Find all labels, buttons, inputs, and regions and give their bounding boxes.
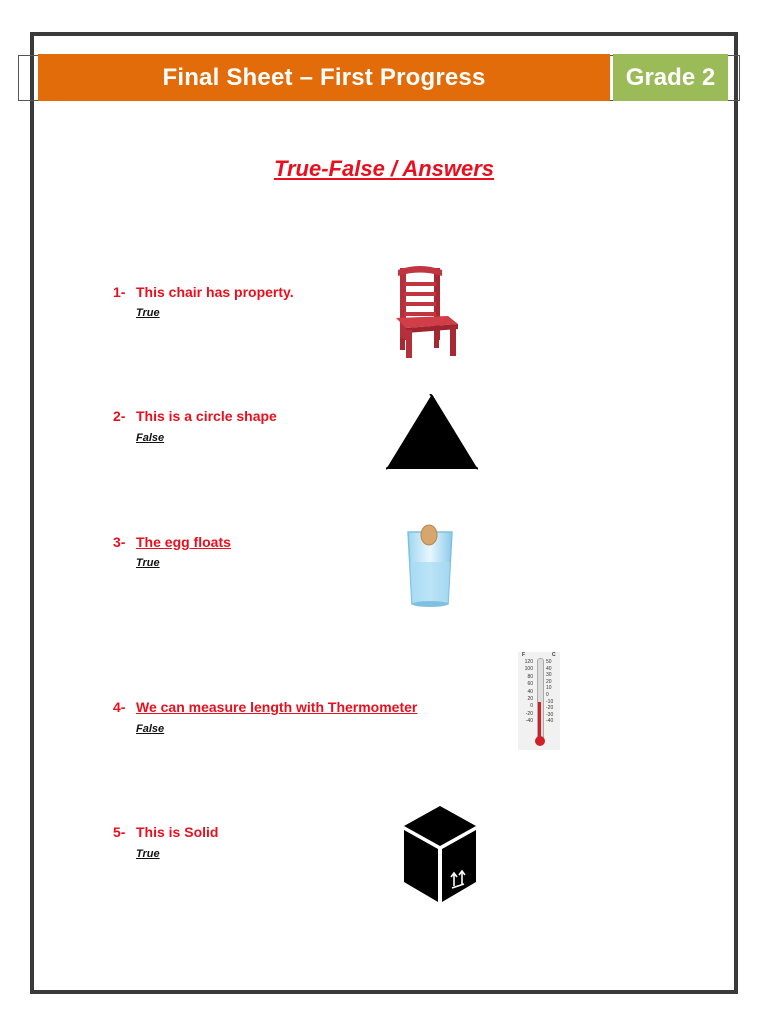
- thermometer-f-label: F: [522, 652, 526, 658]
- triangle-icon: [386, 394, 478, 470]
- sheet-title: Final Sheet – First Progress: [38, 54, 610, 101]
- cube-box-icon: [402, 804, 478, 904]
- thermometer-mercury: [538, 702, 541, 740]
- question-text: We can measure length with Thermometer: [136, 699, 418, 715]
- thermometer-icon: [518, 652, 560, 750]
- question-text: This chair has property.: [136, 284, 294, 300]
- celsius-scale: 50 40 30 20 10 0 -10 -20 -30 -40: [546, 659, 554, 725]
- thermometer-bulb: [535, 736, 545, 746]
- question-answer: True: [136, 557, 160, 569]
- question-text: This is Solid: [136, 824, 219, 840]
- question-answer: True: [136, 848, 160, 860]
- question-number: 5-: [113, 824, 126, 840]
- page-heading: True-False / Answers: [273, 156, 495, 181]
- question-text: The egg floats: [136, 534, 231, 550]
- fahrenheit-scale: 120 100 80 60 40 20 0 -20 -40: [524, 659, 533, 725]
- question-text: This is a circle shape: [136, 408, 277, 424]
- chair-icon: [386, 262, 466, 360]
- question-number: 4-: [113, 699, 126, 715]
- question-answer: False: [136, 432, 165, 444]
- question-number: 1-: [113, 284, 126, 300]
- egg-in-glass-icon: [404, 522, 458, 608]
- question-number: 2-: [113, 408, 126, 424]
- thermometer-c-label: C: [552, 652, 556, 658]
- question-number: 3-: [113, 534, 126, 550]
- question-answer: True: [136, 307, 160, 319]
- question-answer: False: [136, 723, 165, 735]
- grade-badge: Grade 2: [613, 54, 728, 101]
